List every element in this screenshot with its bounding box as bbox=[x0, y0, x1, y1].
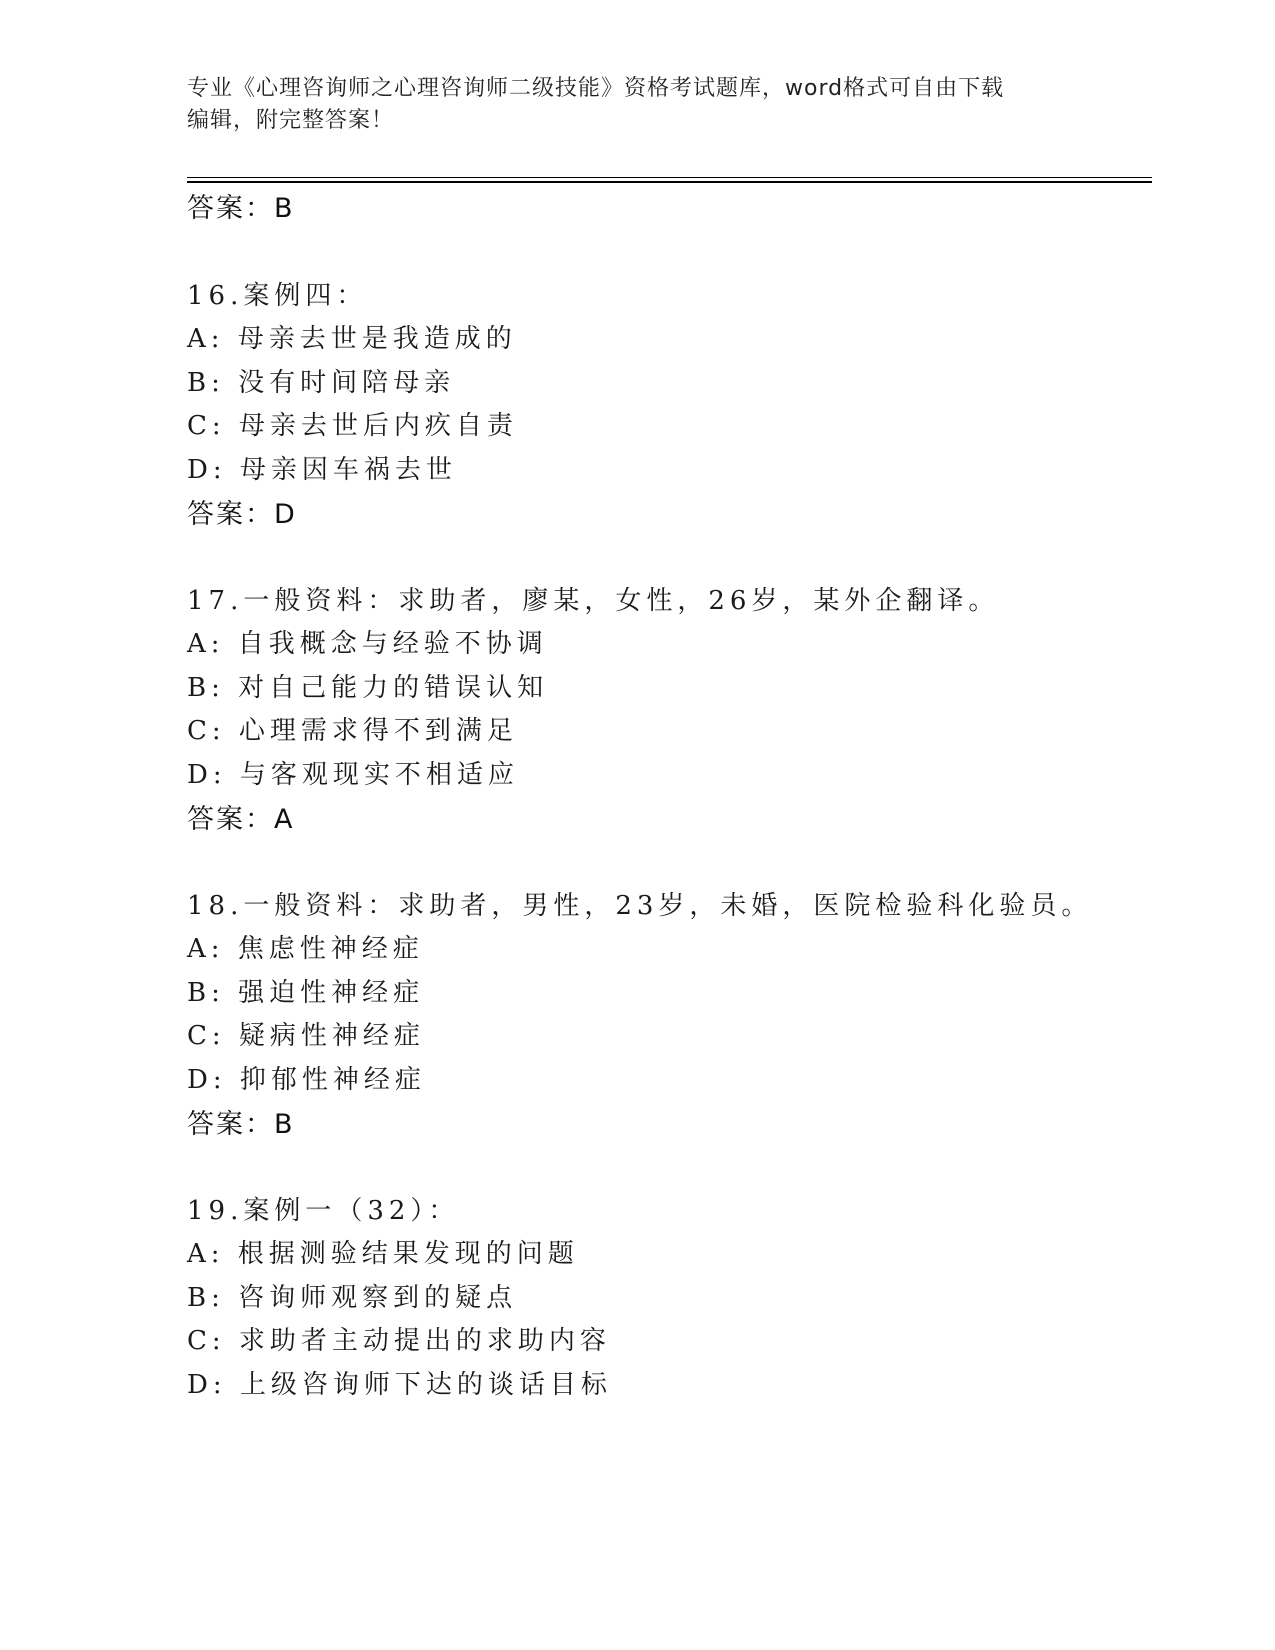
option-c: C: 心理需求得不到满足 bbox=[187, 716, 518, 746]
answer: 答案：A bbox=[187, 804, 295, 835]
option-d: D: 与客观现实不相适应 bbox=[187, 760, 519, 790]
question-title: 16.案例四： bbox=[187, 281, 368, 311]
header-line-1: 专业《心理咨询师之心理咨询师二级技能》资格考试题库，word格式可自由下载 bbox=[187, 76, 1005, 101]
option-a: A: 母亲去世是我造成的 bbox=[187, 324, 517, 354]
option-a: A: 自我概念与经验不协调 bbox=[187, 629, 548, 659]
answer-prev: 答案：B bbox=[187, 193, 295, 224]
answer: 答案：D bbox=[187, 499, 297, 530]
question-title: 18.一般资料：求助者，男性，23岁，未婚，医院检验科化验员。 bbox=[187, 891, 1093, 921]
option-d: D: 上级咨询师下达的谈话目标 bbox=[187, 1370, 612, 1400]
option-a: A: 根据测验结果发现的问题 bbox=[187, 1239, 579, 1269]
option-b: B: 对自己能力的错误认知 bbox=[187, 673, 549, 703]
header-divider-thick bbox=[187, 181, 1152, 183]
option-d: D: 抑郁性神经症 bbox=[187, 1065, 426, 1095]
option-b: B: 咨询师观察到的疑点 bbox=[187, 1283, 518, 1313]
option-b: B: 没有时间陪母亲 bbox=[187, 368, 456, 398]
header-divider-thin bbox=[187, 177, 1152, 178]
question-title: 19.案例一（32）： bbox=[187, 1196, 460, 1226]
option-c: C: 疑病性神经症 bbox=[187, 1021, 425, 1051]
option-b: B: 强迫性神经症 bbox=[187, 978, 425, 1008]
answer: 答案：B bbox=[187, 1109, 295, 1140]
document-header bbox=[187, 73, 1067, 137]
question-title: 17.一般资料：求助者，廖某，女性，26岁，某外企翻译。 bbox=[187, 586, 1000, 616]
header-line-2: 编辑，附完整答案！ bbox=[187, 108, 395, 133]
option-d: D: 母亲因车祸去世 bbox=[187, 455, 457, 485]
option-a: A: 焦虑性神经症 bbox=[187, 934, 424, 964]
option-c: C: 母亲去世后内疚自责 bbox=[187, 411, 518, 441]
option-c: C: 求助者主动提出的求助内容 bbox=[187, 1326, 611, 1356]
